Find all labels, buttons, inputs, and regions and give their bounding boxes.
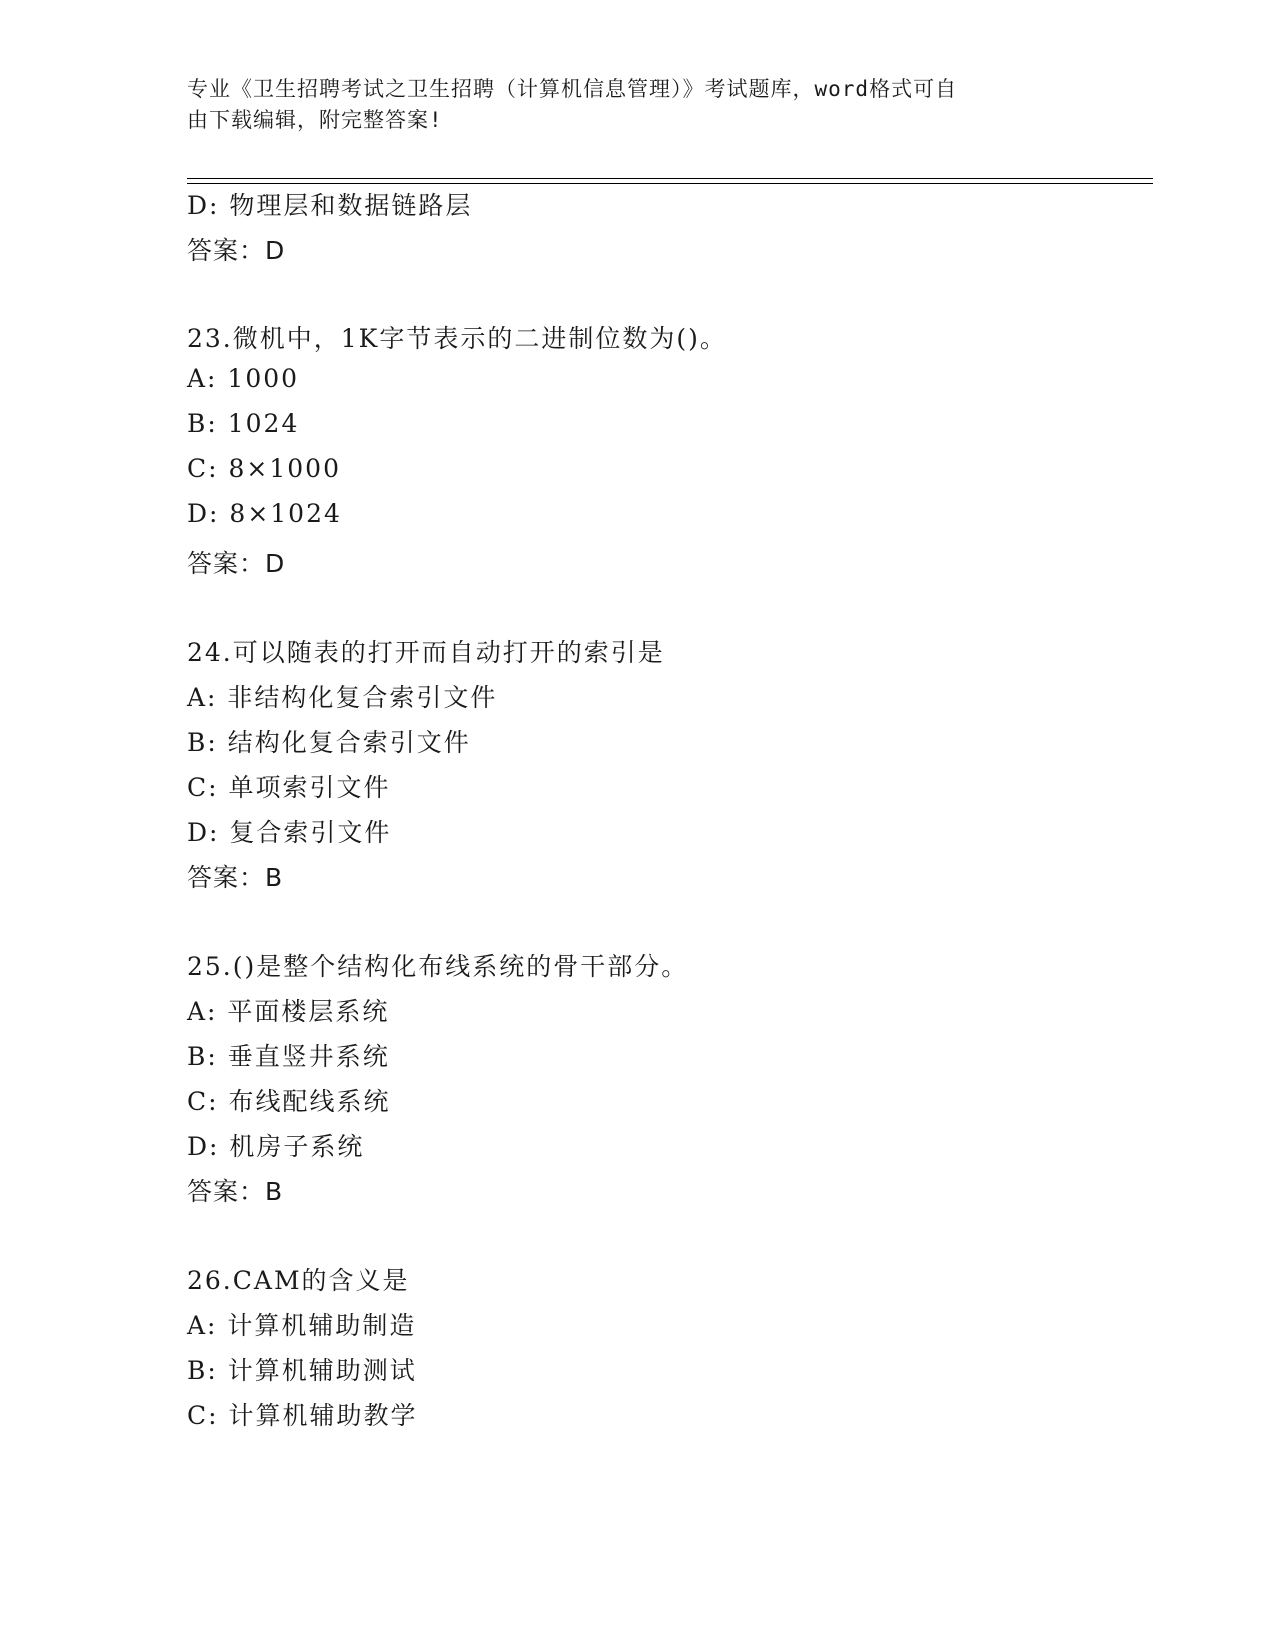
option-d: D: 物理层和数据链路层 — [187, 191, 473, 220]
header-rule-top — [187, 178, 1153, 179]
header-line-2: 由下载编辑，附完整答案! — [187, 108, 443, 132]
question-25-option-d: D: 机房子系统 — [187, 1132, 365, 1161]
question-25-option-c: C: 布线配线系统 — [187, 1087, 391, 1116]
question-26-option-a: A: 计算机辅助制造 — [187, 1311, 417, 1340]
question-23-option-c: C: 8×1000 — [187, 454, 341, 483]
header-line-1: 专业《卫生招聘考试之卫生招聘（计算机信息管理）》考试题库，word格式可自 — [187, 77, 958, 101]
question-24-option-b: B: 结构化复合索引文件 — [187, 728, 471, 757]
answer: 答案：D — [187, 236, 286, 265]
question-24-answer: 答案：B — [187, 863, 284, 892]
question-25-option-b: B: 垂直竖井系统 — [187, 1042, 390, 1071]
question-23-option-d: D: 8×1024 — [187, 499, 342, 528]
question-24-option-d: D: 复合索引文件 — [187, 818, 392, 847]
question-23-title: 23.微机中，1K字节表示的二进制位数为()。 — [187, 324, 727, 353]
document-header — [187, 74, 1087, 136]
question-23-answer: 答案：D — [187, 549, 286, 578]
question-26-option-b: B: 计算机辅助测试 — [187, 1356, 417, 1385]
question-24-title: 24.可以随表的打开而自动打开的索引是 — [187, 638, 665, 667]
question-25-option-a: A: 平面楼层系统 — [187, 997, 390, 1026]
header-rule-bottom — [187, 183, 1153, 184]
question-23-option-b: B: 1024 — [187, 409, 300, 438]
question-25-title: 25.()是整个结构化布线系统的骨干部分。 — [187, 952, 689, 981]
question-24-option-c: C: 单项索引文件 — [187, 773, 391, 802]
question-26-option-c: C: 计算机辅助教学 — [187, 1401, 418, 1430]
question-24-option-a: A: 非结构化复合索引文件 — [187, 683, 498, 712]
question-25-answer: 答案：B — [187, 1177, 284, 1206]
question-26-title: 26.CAM的含义是 — [187, 1266, 410, 1295]
question-23-option-a: A: 1000 — [187, 364, 300, 393]
